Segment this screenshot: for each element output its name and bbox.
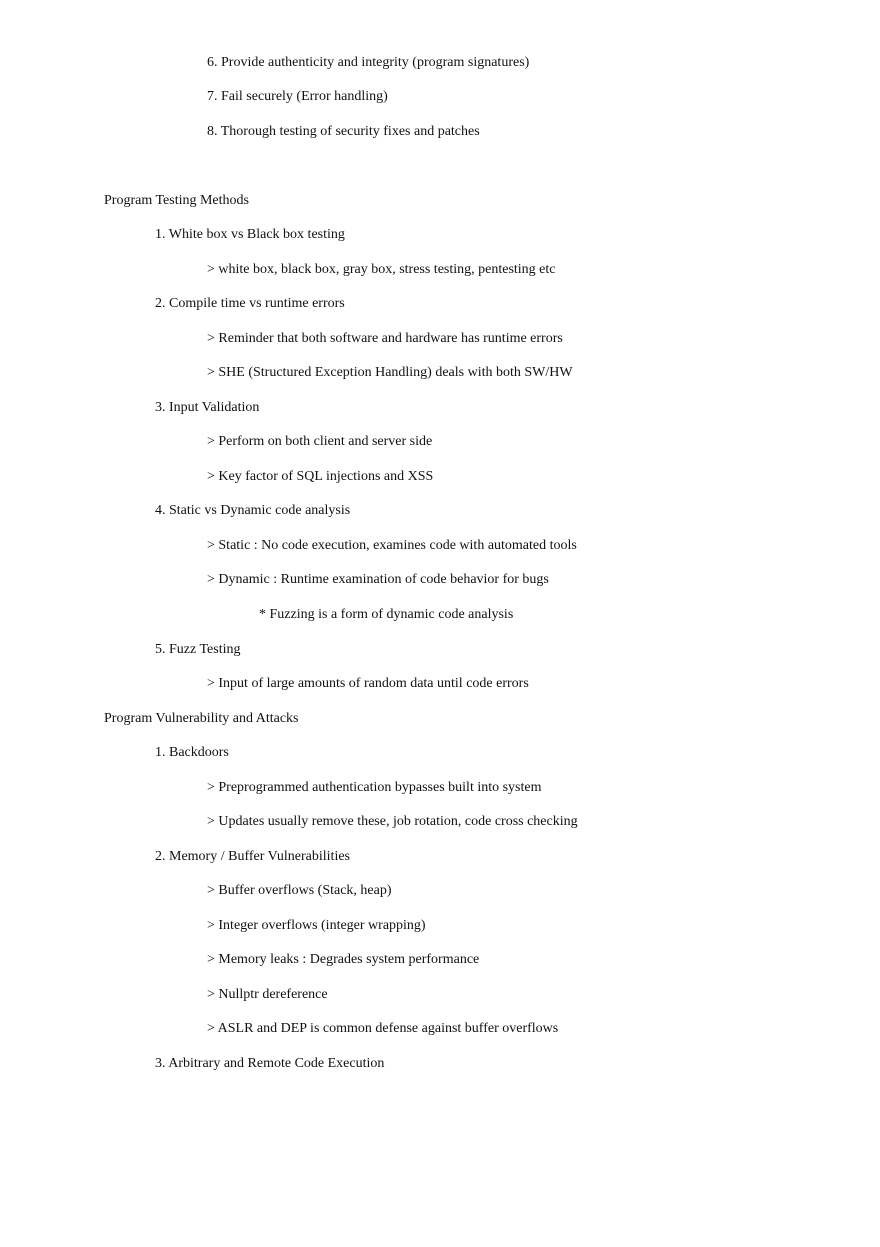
sub-item: > Perform on both client and server side	[207, 434, 433, 449]
sub-sub-item: * Fuzzing is a form of dynamic code analysis	[259, 607, 514, 622]
sub-item: > Buffer overflows (Stack, heap)	[207, 883, 392, 898]
sub-item: > Key factor of SQL injections and XSS	[207, 469, 434, 484]
principle-item-7: 7. Fail securely (Error handling)	[207, 89, 388, 104]
list-item-input-validation: 3. Input Validation	[155, 400, 260, 415]
section-heading-vulnerabilities: Program Vulnerability and Attacks	[104, 711, 299, 726]
section-heading-testing-methods: Program Testing Methods	[104, 193, 249, 208]
list-item-static-dynamic: 4. Static vs Dynamic code analysis	[155, 503, 351, 518]
sub-item: > Preprogrammed authentication bypasses built into system	[207, 780, 542, 795]
list-item-code-execution: 3. Arbitrary and Remote Code Execution	[155, 1056, 385, 1071]
sub-item: > Nullptr dereference	[207, 987, 328, 1002]
sub-item: > Static : No code execution, examines code with automated tools	[207, 538, 577, 553]
sub-item: > ASLR and DEP is common defense against buffer overflows	[207, 1021, 559, 1036]
sub-item: > white box, black box, gray box, stress testing, pentesting etc	[207, 262, 556, 277]
list-item-compile-runtime: 2. Compile time vs runtime errors	[155, 296, 345, 311]
sub-item: > SHE (Structured Exception Handling) deals with both SW/HW	[207, 365, 573, 380]
list-item-memory-buffer: 2. Memory / Buffer Vulnerabilities	[155, 849, 350, 864]
principle-item-6: 6. Provide authenticity and integrity (program signatures)	[207, 55, 530, 70]
list-item-backdoors: 1. Backdoors	[155, 745, 229, 760]
sub-item: > Dynamic : Runtime examination of code behavior for bugs	[207, 572, 549, 587]
sub-item: > Memory leaks : Degrades system performance	[207, 952, 480, 967]
sub-item: > Updates usually remove these, job rotation, code cross checking	[207, 814, 578, 829]
principle-item-8: 8. Thorough testing of security fixes and patches	[207, 124, 480, 139]
list-item-white-black-box: 1. White box vs Black box testing	[155, 227, 345, 242]
sub-item: > Integer overflows (integer wrapping)	[207, 918, 426, 933]
list-item-fuzz-testing: 5. Fuzz Testing	[155, 642, 241, 657]
sub-item: > Reminder that both software and hardware has runtime errors	[207, 331, 563, 346]
sub-item: > Input of large amounts of random data until code errors	[207, 676, 529, 691]
